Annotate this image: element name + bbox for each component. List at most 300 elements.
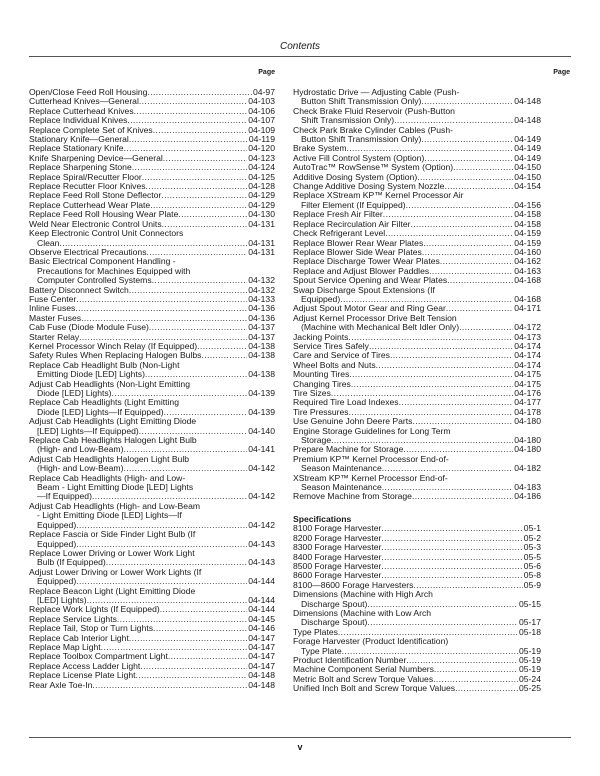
toc-entry <box>29 530 275 549</box>
toc-entry-page: 04-180 <box>514 416 541 427</box>
toc-entry-page: 04-136 <box>248 303 275 314</box>
toc-entry-title: Season Maintenance <box>301 482 382 493</box>
toc-entry-page: 04-143 <box>248 538 275 549</box>
toc-entry-page: 04-142 <box>248 463 275 474</box>
toc-entry-title: Replace Tail, Stop or Turn Lights <box>29 623 154 634</box>
toc-entry-title: Replace Complete Set of Knives <box>29 124 153 135</box>
toc-entry-page: 04-119 <box>248 134 275 145</box>
toc-entry-page: 05-5 <box>523 551 541 562</box>
dot-leader <box>136 671 248 680</box>
toc-entry-title-line: Replace Cab Headlights (Light Emitting <box>29 397 179 408</box>
toc-entry <box>293 474 541 493</box>
toc-entry-page: 04-158 <box>514 218 541 229</box>
toc-entry-title: Storage <box>301 435 332 446</box>
toc-entry-title: 8300 Forage Harvester <box>293 542 382 553</box>
toc-entries-left <box>29 88 275 690</box>
toc-entry-title: Diode [LED] Lights—If Equipped) <box>37 406 164 417</box>
toc-entry-title-line: Dimensions (Machine with High Arch <box>293 589 433 600</box>
toc-entry-page: 05-24 <box>519 673 541 684</box>
toc-entry-title: Inline Fuses <box>29 303 76 314</box>
toc-entry <box>29 568 275 587</box>
toc-entry <box>29 587 275 606</box>
toc-entry-page: 04-178 <box>514 406 541 417</box>
toc-entry <box>293 684 541 693</box>
toc-entry-page: 05-18 <box>519 626 541 637</box>
toc-entry-title: Open/Close Feed Roll Housing <box>29 87 148 97</box>
dot-leader <box>348 333 513 342</box>
toc-entry-title: Button Shift Transmission Only) <box>301 134 422 145</box>
toc-entry-last-line <box>293 684 541 693</box>
toc-entry-page: 04-180 <box>514 435 541 446</box>
toc-entry-title: Equipped) <box>37 519 77 530</box>
toc-entry-page: 04-142 <box>248 519 275 530</box>
toc-entry-title: [LED] Lights—If Equipped) <box>37 425 139 436</box>
toc-entry <box>293 637 541 656</box>
dot-leader <box>447 276 513 285</box>
toc-entry-page: 05-25 <box>519 683 541 694</box>
toc-entry-title: Wheel Bolts and Nuts <box>293 359 376 370</box>
toc-entry-page: 04-148 <box>248 679 275 690</box>
toc-entry-page: 05-17 <box>519 617 541 628</box>
toc-entry-title: Knife Sharpening Device—General <box>29 152 163 163</box>
toc-entry-title: Cutterhead Knives—General <box>29 96 139 107</box>
toc-entry-title-line: Replace Cab Headlights (High- and Low- <box>29 472 186 483</box>
toc-entry-title-line: Swap Discharge Spout Extensions (If <box>293 284 435 295</box>
dot-leader <box>381 562 522 571</box>
toc-entry-page: 04-143 <box>248 557 275 568</box>
toc-entry <box>293 88 541 107</box>
toc-entry-page: 04-159 <box>514 228 541 239</box>
toc-entry-page: 04-174 <box>514 350 541 361</box>
toc-entry-title: Master Fuses <box>29 312 82 323</box>
toc-entry-title: Required Tire Load Indexes <box>293 397 399 408</box>
toc-entry-page: 04-162 <box>514 256 541 267</box>
toc-entry-page: 05-8 <box>523 570 541 581</box>
toc-entry-title: Rear Axle Toe-In <box>29 679 93 690</box>
toc-entries-specifications <box>293 524 541 693</box>
toc-entry-title: (High- and Low-Beam) <box>37 444 124 455</box>
dot-leader <box>459 323 513 332</box>
toc-entry-title: Replace Feed Roll Housing Wear Plate <box>29 209 179 220</box>
dot-leader <box>134 107 248 116</box>
dot-leader <box>201 351 247 360</box>
dot-leader <box>455 684 518 693</box>
toc-entries-right <box>293 88 541 502</box>
dot-leader <box>139 97 247 106</box>
toc-entry <box>29 417 275 436</box>
toc-entry-page: 04-107 <box>248 115 275 126</box>
toc-entry-page: 04-131 <box>248 237 275 248</box>
toc-entry-page: 04-145 <box>248 613 275 624</box>
toc-entry-page: 04-159 <box>514 237 541 248</box>
toc-entry-page: 04-138 <box>248 369 275 380</box>
toc-entry <box>29 681 275 690</box>
toc-entry-title: Jacking Points <box>293 331 349 342</box>
toc-entry-title: Replace Cutterhead Wear Plate <box>29 199 151 210</box>
dot-leader <box>132 163 248 172</box>
toc-entry-page: 05-9 <box>523 579 541 590</box>
header-divider <box>29 56 571 57</box>
toc-entry-page: 04-175 <box>514 369 541 380</box>
toc-entry-title: Tire Sizes <box>293 388 331 398</box>
toc-entry-title: (High- and Low-Beam) <box>37 463 124 474</box>
toc-entry-page: 05-6 <box>523 560 541 571</box>
toc-entry-title-line: Replace Fascia or Side Finder Light Bulb (If <box>29 529 196 540</box>
dot-leader <box>390 351 513 360</box>
toc-entry-title: Mounting Tires <box>293 369 350 380</box>
toc-entry-page: 04-144 <box>248 594 275 605</box>
toc-entry-title: Care and Service of Tires <box>293 350 390 361</box>
toc-entry-title: Replace Fresh Air Filter <box>293 209 383 220</box>
toc-entry <box>29 502 275 530</box>
toc-entry-title: Fuse Center <box>29 293 77 304</box>
toc-entry-page: 04-147 <box>248 641 275 652</box>
dot-leader <box>142 173 248 182</box>
toc-entry-title: 8100 Forage Harvester <box>293 523 382 534</box>
toc-entry <box>29 361 275 380</box>
dot-leader <box>161 191 247 200</box>
toc-entry-title: Replace Recirculation Air Filter <box>293 218 411 229</box>
toc-entry-page: 04-149 <box>514 143 541 154</box>
page-column-label: Page <box>258 69 275 76</box>
toc-entry-title: Kernel Processor Winch Relay (If Equipped) <box>29 340 198 351</box>
toc-entry-title: Replace Feed Roll Stone Deflector <box>29 190 162 201</box>
toc-entry-title-line: Check Brake Fluid Reservoir (Push-Button <box>293 105 455 116</box>
toc-entry-page: 04-144 <box>248 604 275 615</box>
toc-entry-title-line: Adjust Cab Headlights (High- and Low-Beam <box>29 500 201 511</box>
toc-entry-page: 04-130 <box>248 209 275 220</box>
toc-entry <box>29 549 275 568</box>
page-header-title: Contents <box>279 41 321 52</box>
dot-leader <box>399 398 514 407</box>
toc-entry-page: 04-158 <box>514 209 541 220</box>
toc-entry-title: AutoTrac™ RowSense™ System (Option) <box>293 162 454 173</box>
toc-entry-page: 04-176 <box>514 388 541 398</box>
dot-leader <box>149 323 247 332</box>
dot-leader <box>76 295 247 304</box>
toc-entry-title: Emitting Diode [LED] Lights) <box>37 369 145 380</box>
toc-entry-title-line: Engine Storage Guidelines for Long Term <box>293 425 451 436</box>
toc-entry-page: 04-171 <box>514 303 541 314</box>
toc-entry-title: Equipped) <box>37 538 77 549</box>
dot-leader <box>129 634 247 643</box>
toc-entry-title: —If Equipped) <box>37 491 92 502</box>
toc-entry-title: Stationary Knife—General <box>29 134 129 145</box>
toc-entry <box>293 609 541 628</box>
toc-entry-title: Discharge Spout) <box>301 617 368 628</box>
dot-leader <box>434 665 518 674</box>
toc-entry-title-line: Adjust Cab Headlights (Non-Light Emitting <box>29 378 190 389</box>
dot-leader <box>129 135 248 144</box>
toc-entry-title: Cab Fuse (Diode Module Fuse) <box>29 322 149 333</box>
toc-entry-page: 04-175 <box>514 378 541 389</box>
dot-leader <box>349 370 513 379</box>
toc-entry <box>29 474 275 502</box>
toc-entry-title: 8100—8600 Forage Harvesters <box>293 579 414 590</box>
toc-entry <box>293 107 541 126</box>
toc-entry-title-line: Hydrostatic Drive — Adjusting Cable (Push- <box>293 87 460 97</box>
toc-entry-title-line: Replace Lower Driving or Lower Work Light <box>29 547 195 558</box>
toc-entry-page: 04-123 <box>248 152 275 163</box>
dot-leader <box>381 543 522 552</box>
toc-entry-title: Replace Individual Knives <box>29 115 128 126</box>
toc-entry-page: 04-149 <box>514 152 541 163</box>
toc-entry-title: Equipped) <box>301 293 341 304</box>
toc-entry-title: 8500 Forage Harvester <box>293 560 382 571</box>
toc-entry <box>29 229 275 248</box>
toc-entry-title-line: Check Park Brake Cylinder Cables (Push- <box>293 124 453 135</box>
toc-entry-page: 05-3 <box>523 542 541 553</box>
dot-leader <box>381 524 522 533</box>
toc-entry-title-line: Basic Electrical Component Handling - <box>29 256 176 267</box>
toc-entry-title: Diode [LED] Lights) <box>37 388 112 398</box>
toc-entry-page: 04-160 <box>514 246 541 257</box>
toc-entry-title: Filter Element (If Equipped) <box>301 199 406 210</box>
toc-entry-page: 04-148 <box>514 115 541 126</box>
toc-entry-title: Type Plates <box>293 626 338 637</box>
toc-entry-page: 04-168 <box>514 275 541 286</box>
toc-entry <box>29 380 275 399</box>
toc-entry-title-line: Adjust Lower Driving or Lower Work Lights (If <box>29 566 202 577</box>
toc-entry-title: Brake System <box>293 143 347 154</box>
toc-entry-page: 04-147 <box>248 651 275 662</box>
toc-entry-title: 8400 Forage Harvester <box>293 551 382 562</box>
toc-entry <box>293 126 541 145</box>
toc-entry-title-line: Precautions for Machines Equipped with <box>37 265 191 276</box>
toc-entry-title: Active Fill Control System (Option) <box>293 152 425 163</box>
toc-entry-page: 04-120 <box>248 143 275 154</box>
page-column-label: Page <box>553 69 570 76</box>
toc-entry-page: 04-163 <box>514 265 541 276</box>
toc-entry-page: 04-138 <box>248 340 275 351</box>
toc-entry-page: 04-148 <box>514 96 541 107</box>
toc-entry-page: 04-132 <box>248 275 275 286</box>
toc-entry-page: 04-177 <box>514 397 541 408</box>
dot-leader <box>178 210 247 219</box>
dot-leader <box>197 342 247 351</box>
toc-entry-page: 04-132 <box>248 284 275 295</box>
toc-entry-title: Replace Cab Interior Light <box>29 632 129 643</box>
toc-entry <box>29 398 275 417</box>
toc-entry-title-line: Forage Harvester (Product Identification) <box>293 636 449 647</box>
toc-entry-page: 05-19 <box>519 654 541 665</box>
toc-entry-title-line: - Light Emitting Diode [LED] Lights—If <box>37 510 182 521</box>
dot-leader <box>367 618 518 627</box>
toc-entry-title: [LED] Lights) <box>37 594 87 605</box>
toc-entry-title: Replace and Adjust Blower Paddles <box>293 265 430 276</box>
toc-entry-title: Replace Cutterhead Knives <box>29 105 134 116</box>
toc-entry <box>29 436 275 455</box>
toc-entry-page: 04-148 <box>248 670 275 681</box>
toc-entry-page: 04-109 <box>248 124 275 135</box>
toc-entry-page: 04-137 <box>248 322 275 333</box>
toc-entry-page: 04-103 <box>248 96 275 107</box>
toc-entry-page: 04-131 <box>248 246 275 257</box>
toc-entry-page: 04-168 <box>514 293 541 304</box>
toc-entry-page: 04-154 <box>514 181 541 192</box>
toc-entry-title: Replace Sharpening Stone <box>29 162 132 173</box>
footer-page-number: v <box>297 742 303 752</box>
toc-entry-page: 04-124 <box>248 162 275 173</box>
toc-entry-title: Replace License Plate Light <box>29 670 136 681</box>
toc-entry-title: Weld Near Electronic Control Units <box>29 218 162 229</box>
toc-entry-page: 05-19 <box>519 664 541 675</box>
toc-entry <box>293 492 541 501</box>
dot-leader <box>147 88 252 97</box>
dot-leader <box>423 239 513 248</box>
toc-entry-title: Adjust Spout Motor Gear and Ring Gear <box>293 303 446 314</box>
toc-entry-page: 04-138 <box>248 350 275 361</box>
toc-entry-page: 04-142 <box>248 491 275 502</box>
toc-entry-title: Battery Disconnect Switch <box>29 284 129 295</box>
toc-entry-title: Observe Electrical Precautions <box>29 246 147 257</box>
toc-entry-title: Changing Tires <box>293 378 351 389</box>
toc-entry-title: Replace Stationary Knife <box>29 143 124 154</box>
toc-entry-title: Computer Controlled Systems <box>37 275 152 286</box>
dot-leader <box>163 154 247 163</box>
toc-entry-title-line: Beam - Light Emitting Diode [LED] Lights <box>37 482 194 493</box>
toc-entry-title-line: XStream KP™ Kernel Processor End-of- <box>293 472 448 483</box>
toc-entry-title: Replace Access Ladder Light <box>29 660 141 671</box>
toc-entry-title: Starter Relay <box>29 331 80 342</box>
toc-entry-title: Replace Service Lights <box>29 613 117 624</box>
toc-entry-page: 04-139 <box>248 406 275 417</box>
toc-entry-page: 05-19 <box>519 645 541 656</box>
dot-leader <box>75 304 247 313</box>
toc-entry-title: Discharge Spout) <box>301 598 368 609</box>
toc-entry-title-line: Adjust Cab Headlights Halogen Light Bulb <box>29 453 190 464</box>
toc-entry-title: Shift Transmission Only) <box>301 115 395 126</box>
toc-entry-title-line: Replace XStream KP™ Kernel Processor Air <box>293 190 464 201</box>
toc-column-right <box>293 68 570 694</box>
dot-leader <box>129 286 247 295</box>
toc-entry-page: 04-128 <box>248 181 275 192</box>
dot-leader <box>376 361 514 370</box>
toc-entry-page: 04-140 <box>248 425 275 436</box>
toc-entry-title: Unified Inch Bolt and Screw Torque Values <box>293 683 456 694</box>
toc-entry-title: Equipped) <box>37 576 77 587</box>
toc-entry-title: Replace Blower Side Wear Plates <box>293 246 422 257</box>
dot-leader <box>453 163 513 172</box>
toc-entry-page: 04-149 <box>514 134 541 145</box>
toc-entry-page: 04-144 <box>248 576 275 587</box>
toc-entry-title: Machine Component Serial Numbers <box>293 664 434 675</box>
toc-entry-page: 04-172 <box>514 322 541 333</box>
toc-entry-title: Safety Rules When Replacing Halogen Bulbs <box>29 350 202 361</box>
toc-entry-title: Replace Work Lights (If Equipped) <box>29 604 160 615</box>
toc-entry-title: Service Tires Safely <box>293 340 369 351</box>
dot-leader <box>160 605 248 614</box>
toc-entry-title: (Machine with Mechanical Belt Idler Only) <box>301 322 460 333</box>
toc-entry <box>293 286 541 305</box>
toc-entry <box>293 191 541 210</box>
toc-entry-title-line: Premium KP™ Kernel Processor End-of- <box>293 453 449 464</box>
toc-entry-page: 05-1 <box>523 523 541 534</box>
toc-entry-page: 04-147 <box>248 660 275 671</box>
toc-entry-title: Replace Spiral/Recutter Floor <box>29 171 142 182</box>
toc-entry-title: Tire Pressures <box>293 406 349 417</box>
toc-entry-last-line <box>293 492 541 501</box>
toc-entry-page: 04-150 <box>514 162 541 173</box>
dot-leader <box>381 534 522 543</box>
toc-entry-title: Prepare Machine for Storage <box>293 444 404 455</box>
toc-entry-page: 04-174 <box>514 359 541 370</box>
dot-leader <box>411 220 514 229</box>
dot-leader <box>412 492 513 501</box>
toc-entry <box>29 455 275 474</box>
toc-entry-last-line <box>29 681 275 690</box>
toc-entry-page: 04-156 <box>514 199 541 210</box>
toc-entry-title: Replace Toolbox Compartment Light <box>29 651 168 662</box>
toc-entry-title: Metric Bolt and Screw Torque Values <box>293 673 434 684</box>
toc-entry-page: 04-180 <box>514 444 541 455</box>
dot-leader <box>153 126 248 135</box>
toc-entry-page: 05-2 <box>523 532 541 543</box>
toc-entry-title-line: Replace Beacon Light (Light Emitting Diode <box>29 585 196 596</box>
toc-entry-title: Additive Dosing System (Option) <box>293 171 418 182</box>
toc-entry-title: Clean <box>37 237 60 248</box>
toc-entry-page: 04-186 <box>514 491 541 502</box>
toc-entry <box>293 427 541 446</box>
dot-leader <box>421 135 513 144</box>
toc-entry-title: Remove Machine from Storage <box>293 491 412 502</box>
dot-leader <box>369 342 513 351</box>
dot-leader <box>406 201 514 210</box>
toc-column-left <box>29 68 275 690</box>
toc-entry-title: Type Plate <box>301 645 342 656</box>
toc-entry-page: 04-174 <box>514 340 541 351</box>
toc-entry-title: Check Refrigerant Level <box>293 228 386 239</box>
toc-entry-page: 04-106 <box>248 105 275 116</box>
toc-entry-title: Product Identification Number <box>293 654 407 665</box>
toc-entry-page: 04-136 <box>248 312 275 323</box>
toc-entry-page: 04-182 <box>514 463 541 474</box>
toc-entry-title-line: Adjust Cab Headlights (Light Emitting Diode <box>29 416 197 427</box>
toc-entry-title: 8200 Forage Harvester <box>293 532 382 543</box>
toc-entry-title-line: Replace Cab Headlights Halogen Light Bulb <box>29 435 197 446</box>
toc-entry-title: Spout Service Opening and Wear Plates <box>293 275 448 286</box>
dot-leader <box>92 681 247 690</box>
toc-entry-title-line: Replace Cab Headlight Bulb (Non-Light <box>29 359 180 370</box>
toc-entry <box>293 455 541 474</box>
section-heading-specifications: Specifications <box>293 513 352 524</box>
toc-entry-page: 05-15 <box>519 598 541 609</box>
dot-leader <box>440 257 513 266</box>
toc-entry <box>293 590 541 609</box>
toc-entry-page: 04-141 <box>248 444 275 455</box>
dot-leader <box>152 276 248 285</box>
dot-leader <box>153 624 247 633</box>
dot-leader <box>381 553 522 562</box>
toc-entry-title: Replace Blower Rear Wear Plates <box>293 237 424 248</box>
toc-entry-title: Replace Map Light <box>29 641 101 652</box>
toc-entry-page: 04-173 <box>514 331 541 342</box>
dot-leader <box>168 652 247 661</box>
toc-entry-page: 04-131 <box>248 218 275 229</box>
toc-entry-page: 04-146 <box>248 623 275 634</box>
toc-entry-title-line: Adjust Kernel Processor Drive Belt Tension <box>293 312 457 323</box>
toc-entry-title: Bulb (If Equipped) <box>37 557 106 568</box>
footer-divider <box>29 737 571 738</box>
toc-entry <box>293 314 541 333</box>
toc-entry-title: Change Additive Dosing System Nozzle <box>293 181 445 192</box>
toc-entry-page: 04-129 <box>248 199 275 210</box>
dot-leader <box>351 380 513 389</box>
toc-entry-page: 04-137 <box>248 331 275 342</box>
toc-entry-title: Replace Discharge Tower Wear Plates <box>293 256 440 267</box>
dot-leader <box>140 662 247 671</box>
toc-entry-title-line: Keep Electronic Control Unit Connectors <box>29 228 184 239</box>
